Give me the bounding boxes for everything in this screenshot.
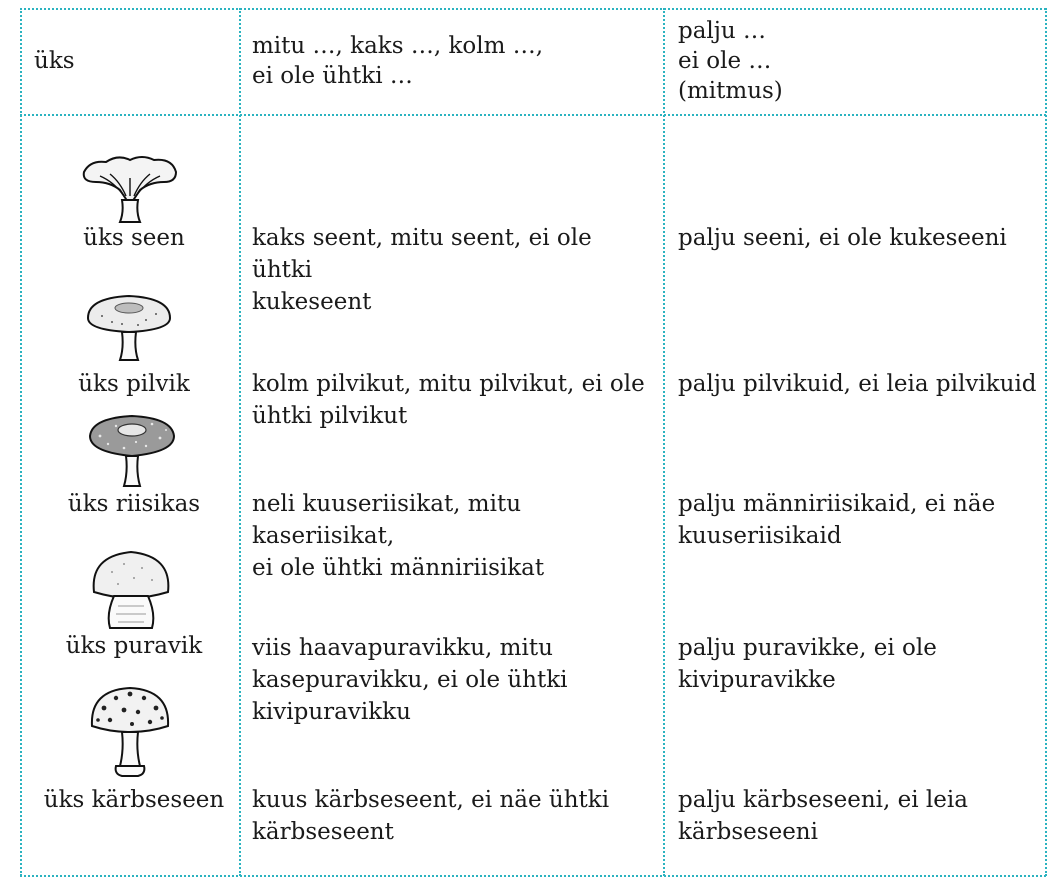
fly-agaric-mushroom-icon (88, 686, 172, 778)
table-border-left (20, 8, 22, 876)
row-5-several: kuus kärbseseent, ei näe ühtki kärbseseent (252, 787, 610, 845)
table-border-right (1045, 8, 1047, 876)
row-3-plural: palju männiriisikaid, ei näe kuuseriisikaid (678, 491, 996, 549)
row-2-singular: üks pilvik (78, 371, 190, 397)
table-border-top (20, 8, 1046, 10)
header-divider (20, 114, 1046, 116)
bolete-mushroom-icon (88, 550, 174, 632)
column-divider-2 (663, 8, 665, 876)
row-3-singular: üks riisikas (67, 491, 201, 517)
russula-mushroom-icon (84, 292, 174, 364)
row-4-plural: palju puravikke, ei ole kivipuravikke (678, 635, 937, 693)
row-2-plural: palju pilvikuid, ei leia pilvikuid (678, 371, 1037, 397)
table-border-bottom (20, 875, 1046, 877)
row-4-several: viis haavapuravikku, mitu kasepuravikku, ei ole ühtki kivipuravikku (252, 635, 568, 725)
row-1-singular: üks seen (83, 225, 185, 251)
row-2-several: kolm pilvikut, mitu pilvikut, ei ole ühtki pilvikut (252, 371, 645, 429)
row-5-singular: üks kärbseseen (43, 787, 225, 813)
row-4-singular: üks puravik (65, 633, 203, 659)
header-singular: üks (34, 48, 75, 74)
milkcap-mushroom-icon (86, 414, 178, 490)
header-several: mitu …, kaks …, kolm …, ei ole ühtki … (252, 33, 544, 89)
row-1-several: kaks seent, mitu seent, ei ole ühtki kukeseent (252, 225, 592, 315)
column-divider-1 (239, 8, 241, 876)
row-5-plural: palju kärbseseeni, ei leia kärbseseeni (678, 787, 968, 845)
row-3-several: neli kuuseriisikat, mitu kaseriisikat, ei ole ühtki männiriisikat (252, 491, 545, 581)
header-plural: palju … ei ole … (mitmus) (678, 18, 783, 104)
chanterelle-mushroom-icon (80, 152, 180, 224)
row-1-plural: palju seeni, ei ole kukeseeni (678, 225, 1007, 251)
